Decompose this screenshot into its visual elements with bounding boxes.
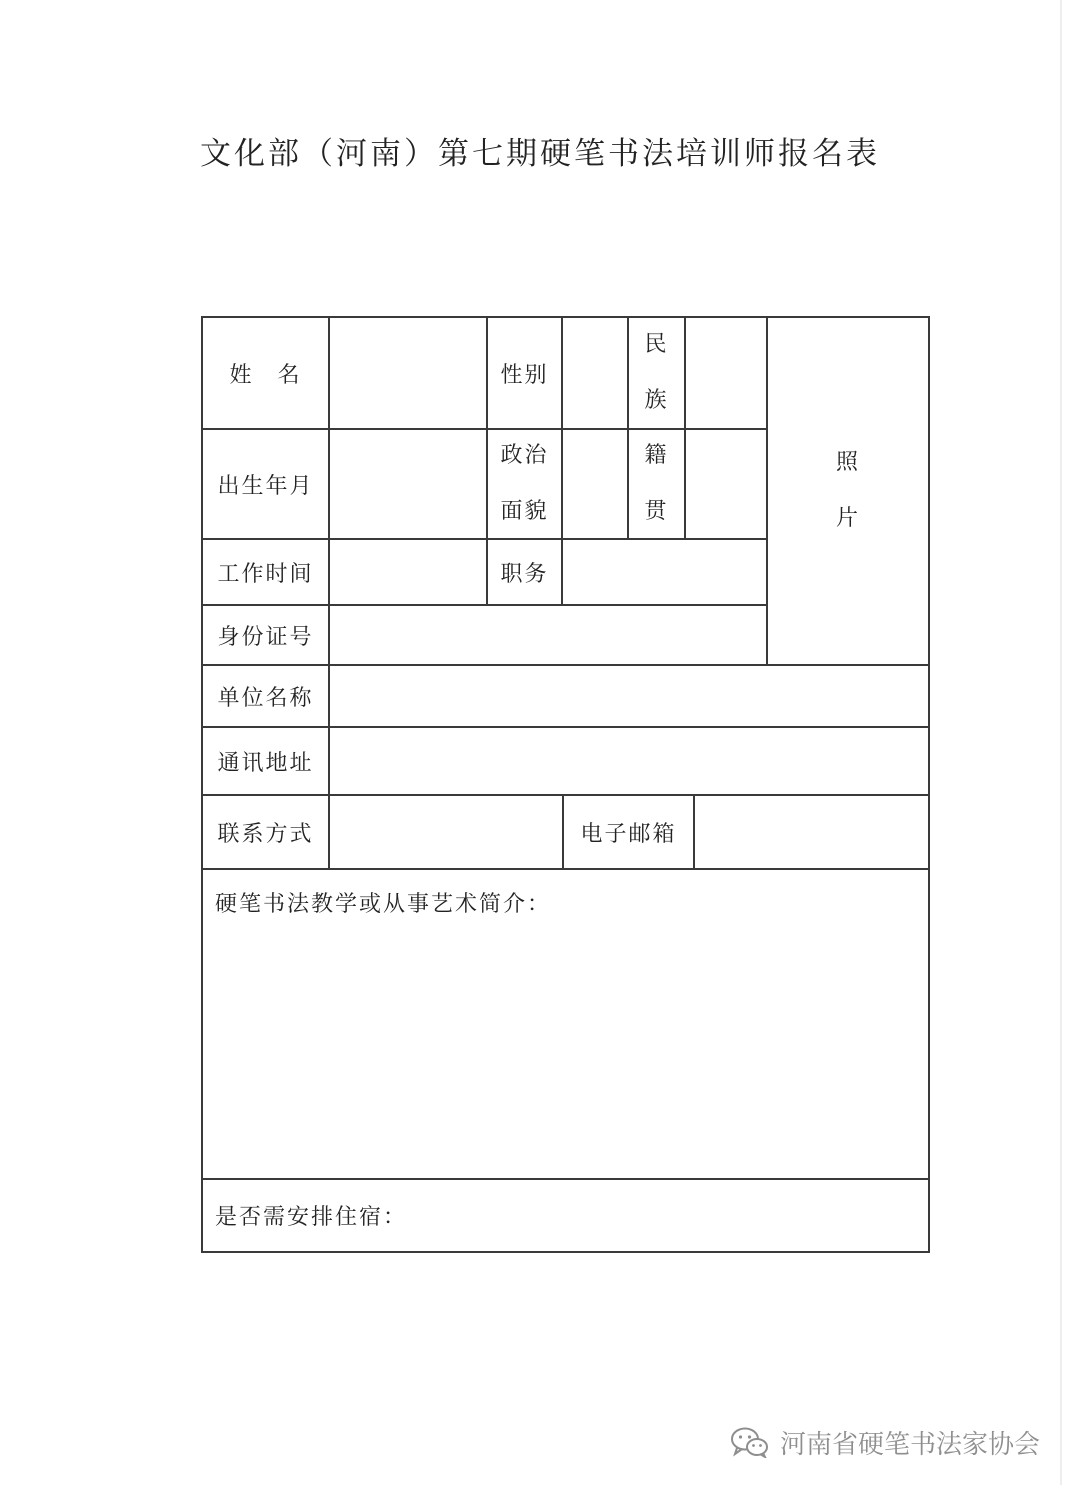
ethnicity-label bbox=[629, 318, 684, 428]
gender-label: 性别 bbox=[500, 362, 549, 388]
intro-label: 硬笔书法教学或从事艺术简介： bbox=[215, 891, 552, 917]
name-label: 姓 名 bbox=[229, 362, 302, 388]
photo-label-line2: 片 bbox=[835, 506, 860, 531]
birth-label: 出生年月 bbox=[217, 473, 314, 499]
address-label: 通讯地址 bbox=[217, 750, 314, 776]
origin-label-line2: 贯 bbox=[644, 499, 669, 524]
unit-field[interactable] bbox=[330, 666, 928, 726]
ethnicity-label-line2: 族 bbox=[644, 388, 669, 413]
origin-label-line1: 籍 bbox=[644, 443, 669, 468]
contact-field[interactable] bbox=[330, 796, 562, 868]
ethnicity-label-line1: 民 bbox=[644, 332, 669, 357]
watermark-text: 河南省硬笔书法家协会 bbox=[780, 1429, 1041, 1460]
ethnicity-field[interactable] bbox=[686, 318, 766, 428]
photo-label-line1: 照 bbox=[835, 450, 860, 475]
lodging-field[interactable] bbox=[401, 1180, 928, 1250]
id-field[interactable] bbox=[330, 606, 766, 664]
scan-edge bbox=[1060, 0, 1062, 1485]
watermark bbox=[730, 1420, 1060, 1464]
political-field[interactable] bbox=[563, 430, 627, 538]
political-label-line2: 面貌 bbox=[500, 499, 549, 524]
unit-label: 单位名称 bbox=[217, 685, 314, 711]
political-label bbox=[488, 430, 561, 538]
photo-area[interactable] bbox=[768, 318, 928, 664]
work-time-label: 工作时间 bbox=[217, 561, 314, 587]
political-label-line1: 政治 bbox=[500, 443, 549, 468]
email-field[interactable] bbox=[695, 796, 928, 868]
position-field[interactable] bbox=[563, 540, 766, 604]
intro-field[interactable] bbox=[203, 926, 928, 1178]
page-title: 文化部（河南）第七期硬笔书法培训师报名表 bbox=[200, 136, 880, 172]
origin-field[interactable] bbox=[686, 430, 766, 538]
origin-label bbox=[629, 430, 684, 538]
lodging-label: 是否需安排住宿： bbox=[215, 1204, 408, 1230]
id-label: 身份证号 bbox=[217, 624, 314, 650]
position-label: 职务 bbox=[500, 561, 549, 587]
gender-field[interactable] bbox=[563, 318, 627, 428]
wechat-icon bbox=[730, 1426, 770, 1458]
work-time-field[interactable] bbox=[330, 540, 486, 604]
email-label: 电子邮箱 bbox=[580, 821, 677, 847]
address-field[interactable] bbox=[330, 728, 928, 794]
name-field[interactable] bbox=[330, 318, 486, 428]
contact-label: 联系方式 bbox=[217, 821, 314, 847]
birth-field[interactable] bbox=[330, 430, 486, 538]
